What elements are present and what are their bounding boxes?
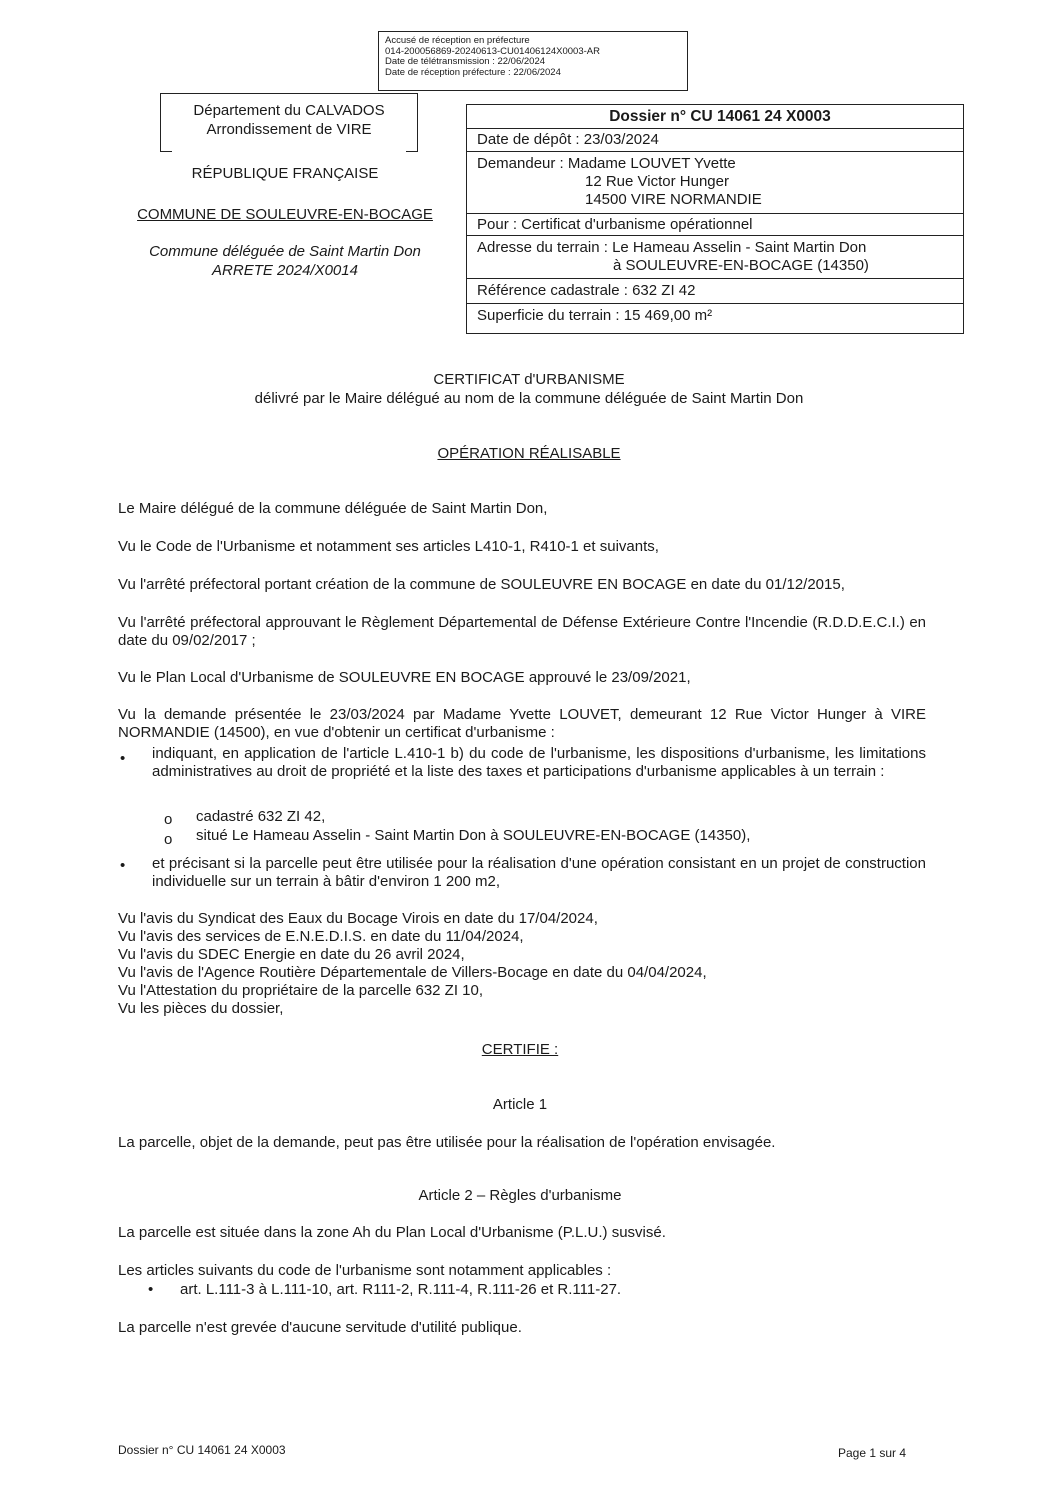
bullet-dot: •: [120, 750, 126, 767]
stamp-line: Date de réception préfecture : 22/06/2024: [385, 66, 561, 78]
box-corner: [160, 141, 172, 152]
page-number: Page 1 sur 4: [838, 1446, 907, 1460]
avis-item: Vu les pièces du dossier,: [118, 1000, 284, 1017]
operation-heading: OPÉRATION RÉALISABLE: [437, 445, 621, 462]
bullet-dot: •: [120, 857, 126, 874]
vu-line: Vu la demande présentée le 23/03/2024 par Madame Yvette LOUVET, demeurant 12 Rue Victor Hunger à VIRE NORMANDIE (14500), en vue d'obtenir un certificat d'urbanisme :: [118, 706, 926, 741]
vu-line: Vu l'arrêté préfectoral approuvant le Règlement Départemental de Défense Extérieure Contre l'Incendie (R.D.D.E.C.I.) en date du 09/02/2017 ;: [118, 614, 926, 649]
article1-title: Article 1: [492, 1096, 548, 1113]
box-corner: [406, 141, 418, 152]
commune-heading: COMMUNE DE SOULEUVRE-EN-BOCAGE: [137, 206, 433, 223]
article1-text: La parcelle, objet de la demande, peut pas être utilisée pour la réalisation de l'opération envisagée.: [118, 1134, 776, 1151]
adresse-commune: à SOULEUVRE-EN-BOCAGE (14350): [613, 257, 869, 274]
department-name: Département du CALVADOS: [193, 102, 385, 119]
adresse-block: [467, 236, 963, 279]
arrete-number: ARRETE 2024/X0014: [212, 262, 358, 279]
avis-item: Vu l'avis du Syndicat des Eaux du Bocage Virois en date du 17/04/2024,: [118, 910, 598, 927]
certificat-subtitle: délivré par le Maire délégué au nom de la commune déléguée de Saint Martin Don: [254, 390, 804, 407]
maire-line: Le Maire délégué de la commune déléguée de Saint Martin Don,: [118, 500, 548, 517]
avis-item: Vu l'avis des services de E.N.E.D.I.S. en date du 11/04/2024,: [118, 928, 524, 945]
avis-item: Vu l'Attestation du propriétaire de la parcelle 632 ZI 10,: [118, 982, 484, 999]
demandeur-address: 12 Rue Victor Hunger: [585, 173, 729, 190]
sub-item: cadastré 632 ZI 42,: [196, 808, 326, 825]
department-box: [160, 93, 418, 151]
superficie: Superficie du terrain : 15 469,00 m²: [477, 307, 713, 324]
vu-line: Vu le Code de l'Urbanisme et notamment ses articles L410-1, R410-1 et suivants,: [118, 538, 659, 555]
articles-item: art. L.111-3 à L.111-10, art. R111-2, R.111-4, R.111-26 et R.111-27.: [180, 1281, 622, 1298]
demandeur-block: [467, 152, 963, 214]
articles-intro: Les articles suivants du code de l'urbanisme sont notamment applicables :: [118, 1262, 612, 1279]
avis-item: Vu l'avis de l'Agence Routière Départementale de Villers-Bocage en date du 04/04/2024,: [118, 964, 707, 981]
commune-deleguee: Commune déléguée de Saint Martin Don: [149, 243, 421, 260]
sub-bullet: o: [164, 811, 173, 828]
republic-heading: RÉPUBLIQUE FRANÇAISE: [191, 165, 379, 182]
avis-item: Vu l'avis du SDEC Energie en date du 26 avril 2024,: [118, 946, 465, 963]
zone-text: La parcelle est située dans la zone Ah du Plan Local d'Urbanisme (P.L.U.) susvisé.: [118, 1224, 666, 1241]
dossier-box: [466, 104, 964, 334]
pour: Pour : Certificat d'urbanisme opérationnel: [467, 214, 963, 236]
stamp-line: Accusé de réception en préfecture: [385, 35, 530, 46]
stamp-line: 014-200056869-20240613-CU01406124X0003-AR: [385, 45, 600, 57]
arrondissement: Arrondissement de VIRE: [206, 121, 372, 138]
demandeur: Demandeur : Madame LOUVET Yvette: [477, 155, 736, 172]
reception-stamp: [378, 31, 688, 91]
dossier-title: Dossier n° CU 14061 24 X0003: [467, 105, 963, 129]
date-depot: Date de dépôt : 23/03/2024: [467, 129, 963, 152]
bullet-dot: •: [148, 1281, 154, 1298]
footer-dossier: Dossier n° CU 14061 24 X0003: [118, 1443, 286, 1457]
vu-line: Vu le Plan Local d'Urbanisme de SOULEUVRE EN BOCAGE approuvé le 23/09/2021,: [118, 669, 691, 686]
certificat-title: CERTIFICAT d'URBANISME: [433, 371, 625, 388]
sub-bullet: o: [164, 831, 173, 848]
adresse-terrain: Adresse du terrain : Le Hameau Asselin - Saint Martin Don: [477, 239, 867, 256]
stamp-line: Date de télétransmission : 22/06/2024: [385, 56, 546, 67]
certifie-heading: CERTIFIE :: [481, 1041, 559, 1058]
sub-item: situé Le Hameau Asselin - Saint Martin Don à SOULEUVRE-EN-BOCAGE (14350),: [196, 827, 751, 844]
article2-title: Article 2 – Règles d'urbanisme: [418, 1187, 622, 1204]
vu-line: Vu l'arrêté préfectoral portant création de la commune de SOULEUVRE EN BOCAGE en date du 01/12/2015,: [118, 576, 845, 593]
demandeur-city: 14500 VIRE NORMANDIE: [585, 191, 762, 208]
bullet-item: indiquant, en application de l'article L.410-1 b) du code de l'urbanisme, les dispositions d'urbanisme, les limitations administratives au droit de propriété et la liste des taxes et participations d'urbanisme applicables à un terrain :: [152, 745, 926, 780]
bullet-item: et précisant si la parcelle peut être utilisée pour la réalisation d'une opération consistant en un projet de construction individuelle sur un terrain à bâtir d'environ 1 200 m2,: [152, 855, 926, 890]
avis-list: [118, 910, 707, 1018]
reference-cadastrale: Référence cadastrale : 632 ZI 42: [467, 279, 963, 304]
servitude-text: La parcelle n'est grevée d'aucune servitude d'utilité publique.: [118, 1319, 522, 1336]
